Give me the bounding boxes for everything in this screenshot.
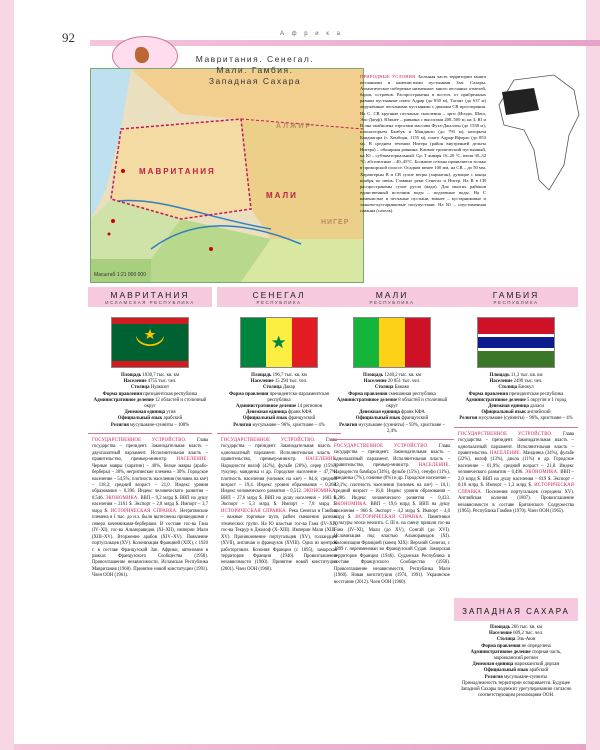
territory-note: Принадлежность территории оспаривается. Будущее Западной Сахары подлежит урегулированию согласно соответствующим резолюциям ООН. [460, 680, 572, 699]
bottom-bar [14, 744, 586, 750]
region-map [90, 68, 364, 283]
country-header [454, 287, 578, 307]
title-line-1: Мавритания. Сенегал. Мали. Гамбия. [195, 54, 315, 75]
map-label-niger: НИГЕР [321, 219, 350, 226]
country-subtitle: РЕСПУБЛИКА [369, 300, 415, 305]
map-label-algeria: АЛЖИР [276, 123, 313, 130]
country-mauritania [88, 287, 212, 580]
natural-conditions-text [360, 74, 486, 214]
country-subtitle: РЕСПУБЛИКА [493, 300, 539, 305]
natural-body: Большая часть территории занята песчаными и каменистыми пустынями Зап. Сахары. Атлантическое побережье низменное: много песчаных отмелей, баров, островов. Распространены в восточ. от прибрежных равнин пустынные плато Адрар (до 830 м), Тагант (до 637 м) окружённые песчаными пустынями с дюнами СВ простирания. На С, СВ крупные песчаные скопления – эрги (Игиди, Шеш, Эль-Джуф). Южнее – равнина с высотами 200–500 м; на З, Ю и В она окаймлена отрогами массива Фута-Джаллон (до 1538 м), плоскогорьем Бамбук и Мандинго (до 793 м), нагорьем Бандиагара (г. Хомбори, 1155 м), плато Адрар-Ифорас (до 853 м). В среднем течении Нигера (район внутренней дельты Нигера) – обширная равнина. Климат тропический пустынный, на Ю – субэкваториальный. Ср. Т января 16–20 °C, июля 30–32 °C; абсолютные – 40–45°C. Большие сезоны проявляется только в приморской полосе. Осадков менее 100 мм, на СВ – до 50 мм. Характерны В и СВ сухие ветры (харматан), дующие с конца ноября по июнь. Главные реки Сенегал и Нигер. На В в СВ распространены сухие русла (вади). Для многих районов единственный источник воды – подземные воды. На С каменистые и песчаные пустыни, южнее – кустарниковые и злаково-кустарниковые полупустыни. На Ю – опустыненная саванна (сахель). [360, 74, 486, 214]
page-number: 92 [62, 30, 75, 45]
country-name: ГАМБИЯ [492, 290, 540, 300]
country-mali [330, 287, 454, 586]
country-description: ГОСУДАРСТВЕННОЕ УСТРОЙСТВО. Глава государства – президент. Законодательная власть – однопалатный парламент. Исполнительная власть – правительство, премьер-министр. НАСЕЛЕНИЕ. Народности бамбара (34%), фульбе (15%), сенуфо (11%), мандинка (7%), сонинке (8%) и др. Городское население – 43,1%; плотность населения (человек на км²) – 16,1; средний возраст – 16,0. Индекс уровня образования – 0,286. Индекс человеческого развития – 0,433. ЭКОНОМИКА. ВВП – 19,6 млрд $. ВВП на душу населения – 966 $. Экспорт – 4,2 млрд $. Импорт – 4,0 млрд $. ИСТОРИЧЕСКАЯ СПРАВКА. Памятники культуры эпохи неолита. С III в. на смену пришли гос-ва Гана (IV–XI), Мали (до XV), Сонгай (до XVI). Исламизация под властью Альморавидов (XI). Колонизация Францией (конец XIX): Верхний Сенегал, с 1899 г. переименован во Французский Судан. Заморская территория Франции (1946). Суданская Республика в составе Французского Сообщества (1958). Провозглашение независимости, Республика Мали (1960). Новая конституция (1974, 1991). Украинское восстание (2012). Член ООН (1960). [330, 439, 454, 586]
country-header [217, 287, 341, 307]
map-scale: Масштаб 1:21 000 000 [94, 272, 146, 278]
africa-locator-map [494, 70, 594, 200]
country-description: ГОСУДАРСТВЕННОЕ УСТРОЙСТВО. Глава государства – президент. Законодательная власть – двухпалатный парламент. Исполнительная власть – правительство, премьер-министр. НАСЕЛЕНИЕ. Черные мавры (харатин) – 40%, белые мавры (арабо-берберы) – 30%, негритянские племена – 30%. Городское население – 54,5%; плотность населения (человек на км²) – 118,3; средний возраст – 21,0. Индекс уровня образования – 0,396. Индекс человеческого развития – 0,546. ЭКОНОМИКА. ВВП – 9,2 млрд $. ВВП на душу населения – 2161 $. Экспорт – 2,8 млрд $. Импорт – 3,7 млрд $. ИСТОРИЧЕСКАЯ СПРАВКА. Негритянские племена в I тыс. до н.э. были вытеснены пришедшими с севера кочевниками-берберами. В составе гос-ва Гана (IV–XI), гос-ва Альморавидов (XI–XII), империи Мали (XIII–XV). Вторжение арабов (XIV–XV). Появление португальцев (XV). Колонизация Францией (XIX), с 1920 г. в составе Французской Зап. Африки, автономия в рамках Французского Сообщества (1958). Провозглашение независимости, Исламская Республика Мавритания (1960). Принятие новой конституции (1991). Член ООН (1961). [88, 433, 212, 580]
country-name: МАЛИ [375, 290, 409, 300]
left-margin-band [0, 0, 14, 750]
country-header [88, 287, 212, 307]
territory-western-sahara [454, 598, 578, 699]
natural-heading: ПРИРОДНЫЕ УСЛОВИЯ. [360, 74, 417, 79]
country-stats: Площадь 11,3 тыс. кв. км Население 2499 тыс. чел. Столица Банжул Форма правления президентская республика Административное деление 5 округов и 1 город Денежная единица даласи Официальный язык английский Религия мусульмане (сунниты) – 96%, христиане – 4% [459, 373, 573, 422]
title-line-2: Западная Сахара [208, 76, 302, 86]
country-description: ГОСУДАРСТВЕННОЕ УСТРОЙСТВО. Глава государства – президент. Законодательная власть – однопалатный парламент. Исполнительная власть – правительство. НАСЕЛЕНИЕ. Мандинка (34%), фульбе (22%), волоф (13%), диола (11%) и др. Городское население – 61,9%; средний возраст – 21,8. Индекс человеческого развития – 0,496. ЭКОНОМИКА. ВВП – 2,0 млрд $. ВВП на душу населения – 819 $. Экспорт – 0,18 млрд $. Импорт – 1,3 млрд $. ИСТОРИЧЕСКАЯ СПРАВКА. Поселения португальцев (середина XV). Английская колония (1807). Провозглашение независимости в составе Британского Содружества (1965). Республика Гамбия (1970). Член ООН (1965). [454, 427, 578, 516]
territory-header: ЗАПАДНАЯ САХАРА [454, 598, 578, 621]
country-stats: Площадь 1030,7 тыс. кв. км Население 4755 тыс. чел. Столица Нуакшот Форма правления президентская республика Административное деление 12 областей и столичный округ Денежная единица угия Официальный язык арабский Религия мусульмане-сунниты – 100% [93, 373, 207, 428]
flag-senegal [240, 317, 318, 368]
country-senegal [217, 287, 341, 573]
country-name: СЕНЕГАЛ [252, 290, 306, 300]
page-title [180, 54, 330, 87]
country-name: МАВРИТАНИЯ [110, 290, 190, 300]
flag-mauritania [111, 317, 189, 368]
territory-stats: Площадь 266 тыс. кв. км Население 609,2 тыс. чел. Столица Эль-Аюн Форма правления не определена Административное деление спорная часть, марокканский регион Денежная единица марокканский дирхам Официальный язык арабский Религия мусульмане-сунниты Принадлежность территории оспаривается. Будущее Западной Сахары подлежит урегулированию согласно соответствующим резолюциям ООН. [454, 625, 578, 699]
section-label: А ф р и к а [280, 31, 343, 37]
map-label-mauritania: МАВРИТАНИЯ [139, 167, 216, 176]
country-description: ГОСУДАРСТВЕННОЕ УСТРОЙСТВО. Глава государства – президент. Законодательная власть – однопалатный парламент. Исполнительная власть – правительство, премьер-министр. НАСЕЛЕНИЕ. Народности волоф (42%), фульбе (28%), серер (15%), тукулер, мандинка и др. Городское население – 47,7%; плотность населения (человек на км²) – 84,6; средний возраст – 19,4. Индекс уровня образования – 0,368. Индекс человеческого развития – 0,512. ЭКОНОМИКА. ВВП – 27,6 млрд $. ВВП на душу населения – 1603 $. Экспорт – 5,3 млрд $. Импорт – 7,8 млрд $. ИСТОРИЧЕСКАЯ СПРАВКА. Река Сенегал в Гамбии – важные торговые пути, район смешения разных этнических групп. На Ю властью гос-ва Гана (IV–XI), гос-ва Текрур в Джолоф (X–XIII). Империи Мали (XIII–XV). Проникновение португальцев (XV), голландцев (XVII), англичан и французов (XVIII). Одна из центров работорговли. Колония Франции (с 1895), заморская территория Франции (1946). Провозглашение независимости (1960). Принятие новой конституции (2001). Член ООН (1960). [217, 433, 341, 574]
country-gambia [454, 287, 578, 516]
country-subtitle: ИСЛАМСКАЯ РЕСПУБЛИКА [105, 300, 195, 305]
country-stats: Площадь 1240,2 тыс. кв. км Население 20 851 тыс. чел. Столица Бамако Форма правления смешанная республика Административное деление 8 областей и столичный округ Денежная единица франк КФА Официальный язык французский Религия мусульмане (сунниты) – 93%, христиане – 2,4% [336, 373, 448, 434]
map-label-mali: МАЛИ [266, 191, 298, 200]
country-subtitle: РЕСПУБЛИКА [256, 300, 302, 305]
country-stats: Площадь 196,7 тыс. кв. км Население 15 294 тыс. чел. Столица Дакар Форма правления президентско-парламентская республика Административное деление 14 регионов Денежная единица франк КФА Официальный язык французский Религия мусульмане – 96%, христиане – 4% [229, 373, 329, 428]
flag-gambia [477, 317, 555, 368]
flag-mali [353, 317, 431, 368]
country-header [330, 287, 454, 307]
